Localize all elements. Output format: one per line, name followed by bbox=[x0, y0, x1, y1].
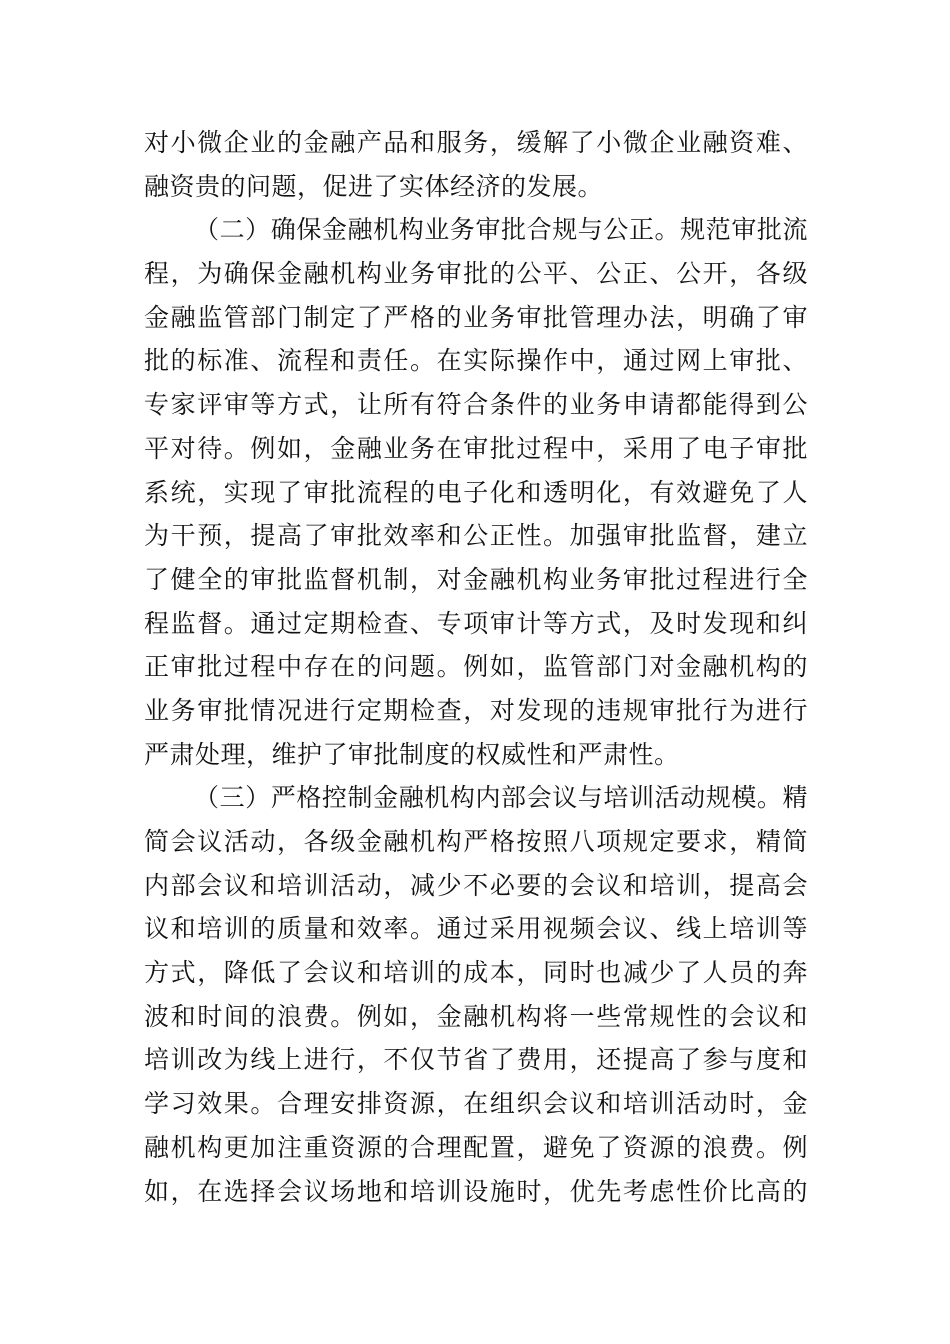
text-line: 程监督。通过定期检查、专项审计等方式，及时发现和纠 bbox=[144, 608, 808, 638]
text-line: 了健全的审批监督机制，对金融机构业务审批过程进行全 bbox=[144, 564, 808, 594]
text-line: 学习效果。合理安排资源，在组织会议和培训活动时，金 bbox=[144, 1089, 808, 1119]
text-line: 内部会议和培训活动，减少不必要的会议和培训，提高会 bbox=[144, 870, 808, 900]
text-line: 方式，降低了会议和培训的成本，同时也减少了人员的奔 bbox=[144, 958, 808, 988]
text-line: 波和时间的浪费。例如，金融机构将一些常规性的会议和 bbox=[144, 1001, 808, 1031]
text-line: 金融监管部门制定了严格的业务审批管理办法，明确了审 bbox=[144, 302, 808, 332]
text-line: 系统，实现了审批流程的电子化和透明化，有效避免了人 bbox=[144, 477, 808, 507]
text-line: 融机构更加注重资源的合理配置，避免了资源的浪费。例 bbox=[144, 1132, 808, 1162]
text-line: 批的标准、流程和责任。在实际操作中，通过网上审批、 bbox=[144, 346, 808, 376]
text-line: 平对待。例如，金融业务在审批过程中，采用了电子审批 bbox=[144, 433, 808, 463]
text-line: 培训改为线上进行，不仅节省了费用，还提高了参与度和 bbox=[144, 1045, 808, 1075]
text-line: （二）确保金融机构业务审批合规与公正。规范审批流 bbox=[194, 215, 808, 245]
text-line: 业务审批情况进行定期检查，对发现的违规审批行为进行 bbox=[144, 695, 808, 725]
text-line: （三）严格控制金融机构内部会议与培训活动规模。精 bbox=[194, 783, 808, 813]
text-line: 程，为确保金融机构业务审批的公平、公正、公开，各级 bbox=[144, 259, 808, 289]
text-line: 为干预，提高了审批效率和公正性。加强审批监督，建立 bbox=[144, 521, 808, 551]
text-line: 严肃处理，维护了审批制度的权威性和严肃性。 bbox=[144, 739, 680, 769]
text-line: 议和培训的质量和效率。通过采用视频会议、线上培训等 bbox=[144, 914, 808, 944]
text-line: 融资贵的问题，促进了实体经济的发展。 bbox=[144, 171, 604, 201]
text-line: 专家评审等方式，让所有符合条件的业务申请都能得到公 bbox=[144, 390, 808, 420]
text-line: 如，在选择会议场地和培训设施时，优先考虑性价比高的 bbox=[144, 1176, 808, 1206]
text-line: 简会议活动，各级金融机构严格按照八项规定要求，精简 bbox=[144, 827, 808, 856]
text-line: 正审批过程中存在的问题。例如，监管部门对金融机构的 bbox=[144, 652, 808, 682]
body-text bbox=[144, 121, 808, 1213]
text-line: 对小微企业的金融产品和服务，缓解了小微企业融资难、 bbox=[144, 128, 808, 157]
